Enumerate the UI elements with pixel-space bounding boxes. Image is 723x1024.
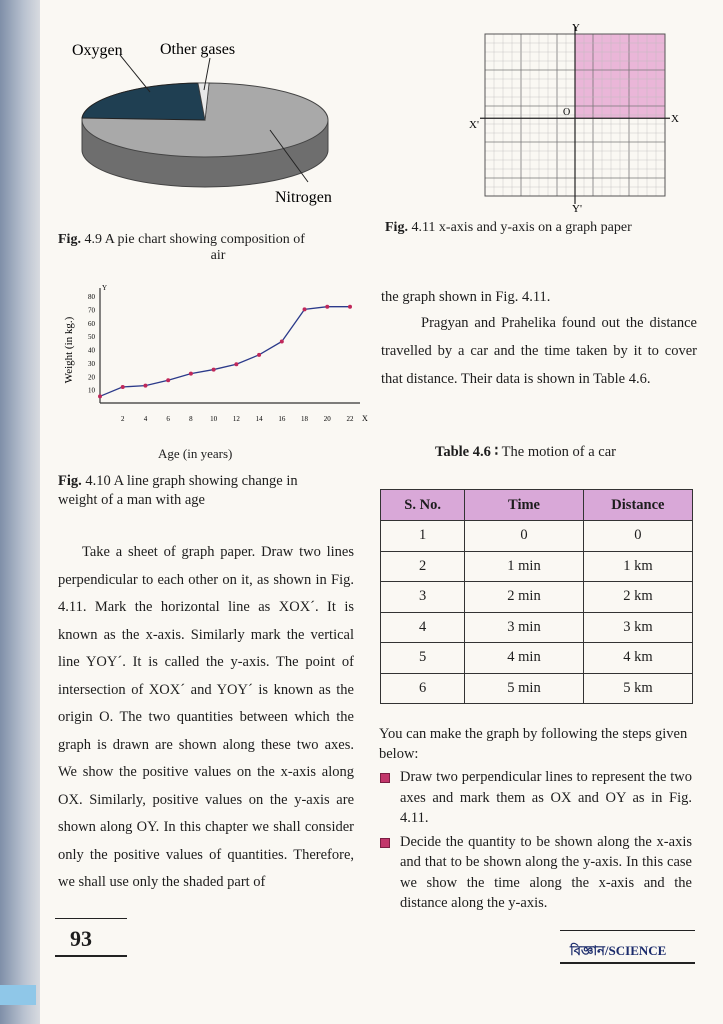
data-point	[234, 362, 238, 366]
fig410-xlabel: Age (in years)	[158, 446, 233, 461]
fig49-caption: Fig. 4.9 A pie chart showing composition of air	[58, 232, 305, 263]
table-header: Time	[465, 490, 584, 521]
table-row: 5 4 min 4 km	[381, 643, 693, 674]
left-paragraph: Take a sheet of graph paper. Draw two lines perpendicular to each other on it, as shown in Fig. 4.11. Mark the horizontal line as XOX´. It is known as the x-axis. Similarly mark the vertical line YOY´. It is called the y-axis. The point of intersection of XOX´ and YOY´ is known as the origin O. The two quantities between which the graph is drawn are shown along these two axes. We show the positive values on the x-axis along OX. Similarly, positive values on the y-axis are shown along OY. In this chapter we shall consider only the positive values of quantities. Therefore, we shall use only the shaded part of	[58, 544, 354, 890]
data-point	[280, 339, 284, 343]
data-point	[257, 353, 261, 357]
steps-list	[378, 767, 692, 917]
x-tick-label: 22	[346, 415, 354, 423]
x-tick-label: 18	[301, 415, 309, 423]
weight-line	[100, 307, 350, 397]
table-row: 2 1 min 1 km	[381, 551, 693, 582]
pie-slice-oxygen	[82, 83, 205, 120]
footer-rule-bottom	[55, 955, 127, 957]
oxygen-leader	[120, 55, 150, 92]
bullet-icon	[380, 838, 390, 848]
data-point	[98, 394, 102, 398]
table-header: S. No.	[381, 490, 465, 521]
x-tick-label: 2	[120, 415, 125, 423]
list-item: Decide the quantity to be shown along the x-axis and that to be shown along the y-axis. In this case we show the time along the x-axis and the distance along the y-axis.	[378, 832, 692, 914]
table-title: Table 4.6 ∶ The motion of a car	[435, 444, 616, 460]
motion-table	[380, 489, 693, 704]
other-gases-label: Other gases	[160, 41, 236, 58]
y-label: Y	[572, 22, 580, 34]
list-item: Draw two perpendicular lines to represent the two axes and mark them as OX and OY as in Fig. 4.11.	[378, 767, 692, 829]
y-tick-label: 30	[88, 359, 95, 368]
x-label: X	[671, 113, 679, 126]
y-axis-letter: Y	[102, 284, 108, 292]
table-row: 3 2 min 2 km	[381, 582, 693, 613]
spine-tab	[0, 985, 36, 1005]
x-axis-letter: X	[362, 414, 368, 423]
line-chart	[50, 278, 370, 433]
y-prime-label: Y'	[572, 203, 582, 215]
y-tick-label: 10	[88, 386, 95, 395]
oxygen-label: Oxygen	[72, 42, 123, 59]
table-row: 1 0 0	[381, 521, 693, 552]
right-paragraph: Pragyan and Prahelika found out the distance travelled by a car and the time taken by it to cover that distance. Their data is shown in Table 4.6.	[381, 315, 697, 387]
brand-label: বিজ্ঞান/SCIENCE	[570, 943, 667, 958]
brand-rule-top	[560, 930, 695, 931]
book-spine	[0, 0, 40, 1024]
y-tick-label: 20	[88, 373, 95, 382]
page	[40, 0, 723, 1024]
footer-rule-top	[55, 918, 127, 919]
x-tick-label: 6	[166, 415, 170, 423]
data-point	[189, 372, 193, 376]
y-tick-label: 60	[88, 319, 95, 328]
data-point	[166, 378, 170, 382]
data-point	[212, 368, 216, 372]
fig410-caption: Fig. 4.10 A line graph showing change in weight of a man with age	[58, 473, 298, 508]
y-tick-label: 70	[88, 306, 95, 315]
page-number: 93	[70, 926, 92, 951]
y-tick-label: 50	[88, 333, 95, 342]
origin-label: O	[563, 107, 571, 119]
bullet-icon	[380, 773, 390, 783]
y-axis-label: Weight (in kg.)	[63, 316, 75, 384]
data-point	[348, 305, 352, 309]
x-tick-label: 10	[210, 415, 218, 423]
data-point	[303, 307, 307, 311]
pie-chart	[70, 30, 400, 215]
graph-paper-figure	[425, 22, 695, 222]
right-cont-text: the graph shown in Fig. 4.11.	[381, 289, 551, 305]
steps-intro: You can make the graph by following the steps given below:	[379, 726, 688, 762]
x-tick-label: 14	[255, 415, 263, 423]
x-tick-label: 16	[278, 415, 286, 423]
y-tick-label: 40	[88, 346, 95, 355]
y-tick-label: 80	[88, 293, 95, 301]
table-row: 6 5 min 5 km	[381, 673, 693, 704]
table-header: Distance	[583, 490, 692, 521]
nitrogen-label: Nitrogen	[275, 189, 332, 206]
x-tick-label: 4	[143, 415, 148, 423]
fig411-caption: Fig. 4.11 x-axis and y-axis on a graph paper	[385, 220, 632, 235]
x-tick-label: 12	[232, 415, 240, 423]
x-tick-label: 20	[323, 415, 331, 423]
data-point	[143, 384, 147, 388]
x-prime-label: X'	[469, 119, 479, 132]
data-point	[121, 385, 125, 389]
x-tick-label: 8	[189, 415, 193, 423]
brand-rule-bottom	[560, 962, 695, 964]
data-point	[325, 305, 329, 309]
table-row: 4 3 min 3 km	[381, 612, 693, 643]
